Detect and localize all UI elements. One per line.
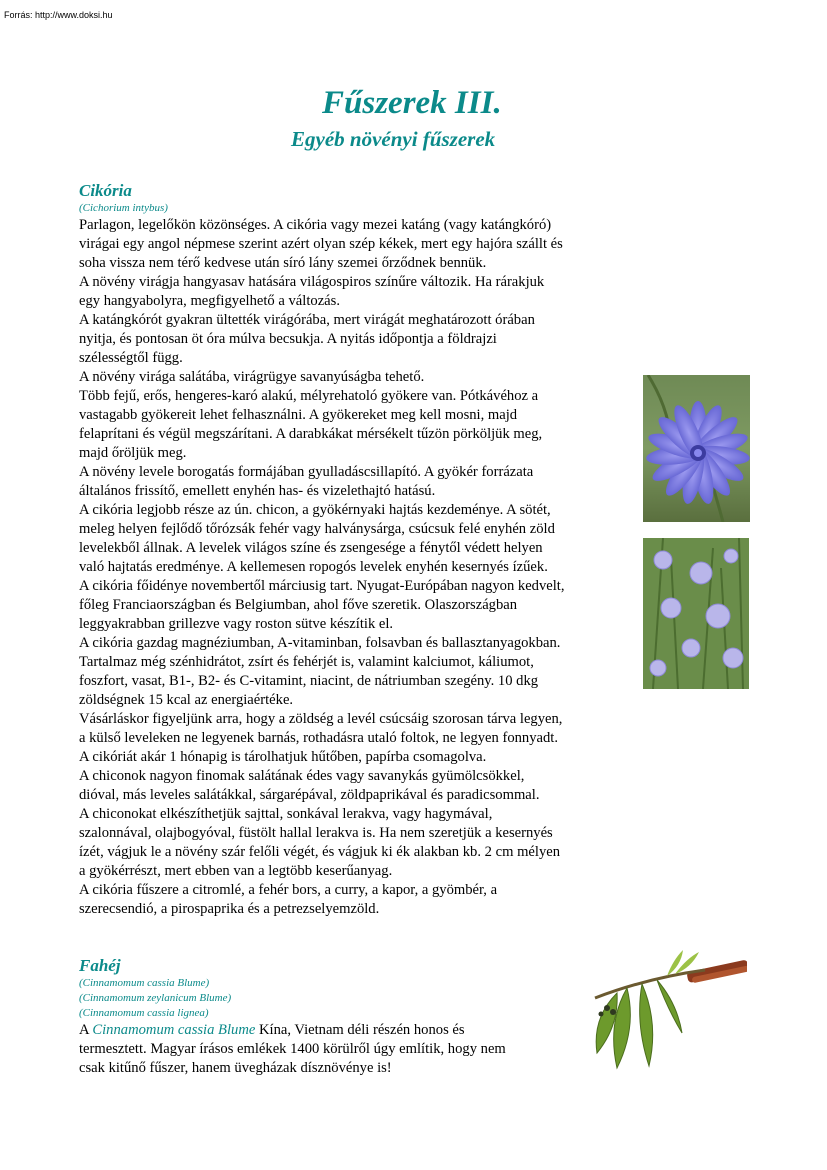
cikoria-line: levelekből állnak. A levelek világos színe és zsengesége a fénytől védett helyen (79, 540, 543, 556)
cikoria-line: szélességtől függ. (79, 350, 183, 366)
cikoria-line: zöldségnek 15 kcal az energiaértéke. (79, 692, 294, 708)
latin-name-fahej-2: (Cinnamomum zeylanicum Blume) (79, 992, 232, 1004)
cikoria-line: A chiconok nagyon finomak salátának édes vagy savanykás gyümölcsökkel, (79, 768, 525, 784)
cikoria-line: Több fejű, erős, hengeres-karó alakú, mélyrehatoló gyökere van. Pótkávéhoz a (79, 388, 539, 404)
cikoria-line: Tartalmaz még szénhidrátot, zsírt és fehérjét is, valamint kalciumot, káliumot, (79, 654, 534, 670)
latin-name-fahej-3: (Cinnamomum cassia lignea) (79, 1007, 209, 1019)
heading-fahej: Fahéj (79, 956, 121, 975)
fahej-line-1 (79, 1021, 579, 1040)
cikoria-line: nyitja, és pontosan öt óra múlva becsukja. A nyitás időpontja a földrajzi (79, 331, 497, 347)
fahej-line-1-prefix: A (79, 1022, 93, 1038)
cikoria-line: A növény levele borogatás formájában gyulladáscsillapító. A gyökér forrázata (79, 464, 534, 480)
cikoria-line: főleg Franciaországban és Belgiumban, ahol főve szeretik. Olaszországban (79, 597, 518, 613)
cikoria-line: A cikória gazdag magnéziumban, A-vitaminban, folsavban és ballasztanyagokban. (79, 635, 561, 651)
cikoria-line: Parlagon, legelőkön közönséges. A cikória vagy mezei katáng (vagy katángkóró) (79, 217, 552, 233)
fahej-line-3: csak kitűnő fűszer, hanem üvegházak dísznövénye is! (79, 1060, 392, 1076)
cikoria-line: foszfort, vasat, B1-, B2- és C-vitamint, niacint, de nátriumban szegény. 10 dkg (79, 673, 539, 689)
section-fahej (79, 956, 579, 1078)
cikoria-line: A növény virága salátába, virágrügye savanyúságba tehető. (79, 369, 425, 385)
chicory-meadow-photo (643, 538, 749, 689)
body-text-fahej (79, 1021, 579, 1078)
cikoria-line: leggyakrabban grillezve vagy roston sütve készítik el. (79, 616, 394, 632)
cikoria-line: A cikóriát akár 1 hónapig is tárolhatjuk hűtőben, papírba csomagolva. (79, 749, 487, 765)
cikoria-line: A chiconokat elkészíthetjük sajttal, sonkával lerakva, vagy hagymával, (79, 806, 493, 822)
cikoria-line: soha vissza nem térő kedvese után síró lány szemei őrződnek bennük. (79, 255, 487, 271)
source-note: Forrás: http://www.doksi.hu (4, 10, 113, 20)
fahej-line-1-suffix: Kína, Vietnam déli részén honos és (255, 1022, 465, 1038)
cikoria-line: majd őröljük meg. (79, 445, 187, 461)
page-subtitle: Egyéb növényi fűszerek (291, 127, 496, 151)
heading-cikoria: Cikória (79, 181, 132, 200)
cikoria-line: virágai egy angol népmese szerint azért olyan szép kékek, mert egy hajóra szállt és (79, 236, 563, 252)
latin-name-cikoria: (Cichorium intybus) (79, 202, 168, 214)
cikoria-line: felaprítani és végül megszárítani. A darabkákat mérsékelt tűzön pörköljük meg, (79, 426, 543, 442)
cikoria-line: Vásárláskor figyeljünk arra, hogy a zöldség a levél csúcsáig szorosan tárva legyen, (79, 711, 563, 727)
cikoria-line: egy hangyabolyra, megfigyelhető a változás. (79, 293, 340, 309)
cikoria-line: szerecsendió, a pirospaprika és a petrezselyemzöld. (79, 901, 380, 917)
cikoria-line: a gyökérrészt, mert ebben van a legtöbb keserűanyag. (79, 863, 393, 879)
cikoria-line: való hajtatás eredménye. A kellemesen ropogós levelek enyhén kesernyés ízűek. (79, 559, 548, 575)
cikoria-line: vastagabb gyökereit lehet felhasználni. A gyökereket meg kell mosni, majd (79, 407, 518, 423)
cikoria-line: A cikória főidénye novembertől márciusig tart. Nyugat-Európában nagyon kedvelt, (79, 578, 565, 594)
cikoria-line: A katángkórót gyakran ültették virágórába, mert virágát meghatározott órában (79, 312, 535, 328)
cikoria-line: a külső leveleken ne legyenek barnás, rothadásra utaló foltok, ne legyen fonnyadt. (79, 730, 558, 746)
fahej-latin-highlight: Cinnamomum cassia Blume (92, 1022, 256, 1038)
cikoria-line: szalonnával, olajbogyóval, füstölt hallal lerakva is. Ha nem szeretjük a kesernyés (79, 825, 553, 841)
section-cikoria (79, 181, 639, 919)
page-title: Fűszerek III. (322, 85, 502, 121)
cikoria-line: A cikória legjobb része az ún. chicon, a gyökérnyaki hajtás kezdeménye. A sötét, (79, 502, 551, 518)
body-text-cikoria (79, 216, 639, 919)
cikoria-line: általános frissítő, emellett enyhén has- és vizelethajtó hatású. (79, 483, 436, 499)
cikoria-line: dióval, más leveles salátákkal, sárgarépával, zöldpaprikával és paradicsommal. (79, 787, 540, 803)
chicory-flower-photo (643, 375, 750, 522)
fahej-line-2: termesztett. Magyar írásos emlékek 1400 körülről úgy említik, hogy nem (79, 1041, 506, 1057)
latin-name-fahej-1: (Cinnamomum cassia Blume) (79, 977, 210, 989)
cikoria-line: meleg helyen fejlődő tőrózsák fehér vagy halványsárga, csúcsuk felé enyhén zöld (79, 521, 555, 537)
cikoria-line: ízét, vágjuk le a növény szár felőli végét, és vágjuk ki ék alakban kb. 2 cm mélyen (79, 844, 561, 860)
cikoria-line: A cikória fűszere a citromlé, a fehér bors, a curry, a kapor, a gyömbér, a (79, 882, 498, 898)
cikoria-line: A növény virágja hangyasav hatására világospiros színűre változik. Ha rárakjuk (79, 274, 545, 290)
cinnamon-illustration (587, 948, 747, 1076)
